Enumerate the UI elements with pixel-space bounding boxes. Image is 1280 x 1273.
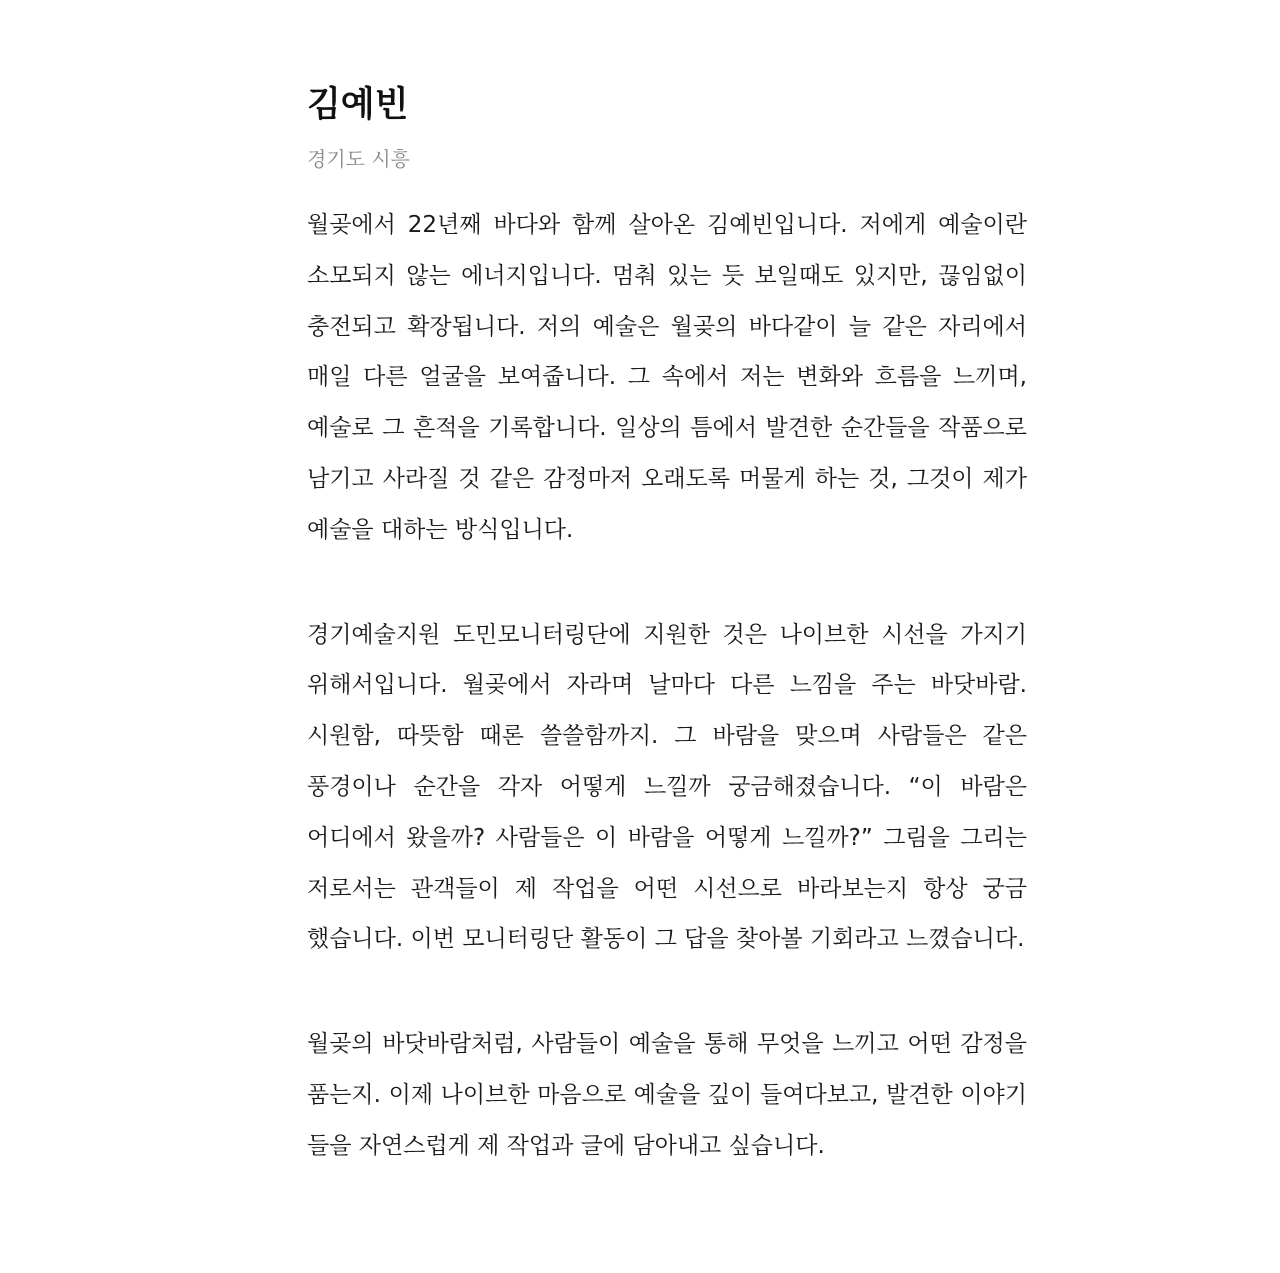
paragraph-line: 위해서입니다. 월곶에서 자라며 날마다 다른 느낌을 주는 바닷바람. bbox=[307, 672, 1027, 699]
paragraph-line: 소모되지 않는 에너지입니다. 멈춰 있는 듯 보일때도 있지만, 끊임없이 bbox=[307, 262, 1027, 289]
paragraph bbox=[307, 200, 1027, 556]
paragraph-line: 월곶의 바닷바람처럼, 사람들이 예술을 통해 무엇을 느끼고 어떤 감정을 bbox=[307, 1031, 1027, 1058]
paragraph-line: 남기고 사라질 것 같은 감정마저 오래도록 머물게 하는 것, 그것이 제가 bbox=[307, 465, 1027, 492]
paragraph-line: 시원함, 따뜻함 때론 쓸쓸함까지. 그 바람을 맞으며 사람들은 같은 bbox=[307, 723, 1027, 750]
paragraph-line: 매일 다른 얼굴을 보여줍니다. 그 속에서 저는 변화와 흐름을 느끼며, bbox=[307, 364, 1027, 391]
paragraph-line: 했습니다. 이번 모니터링단 활동이 그 답을 찾아볼 기회라고 느꼈습니다. bbox=[307, 926, 1025, 953]
paragraph-line: 풍경이나 순간을 각자 어떻게 느낄까 궁금해졌습니다. “이 바람은 bbox=[307, 773, 1027, 800]
paragraph-line: 품는지. 이제 나이브한 마음으로 예술을 깊이 들여다보고, 발견한 이야기 bbox=[307, 1081, 1027, 1108]
article-body bbox=[307, 200, 1027, 1172]
paragraph-line: 월곶에서 22년째 바다와 함께 살아온 김예빈입니다. 저에게 예술이란 bbox=[307, 212, 1027, 238]
author-name: 김예빈 bbox=[307, 84, 409, 125]
article bbox=[307, 80, 1027, 1172]
paragraph-line: 저로서는 관객들이 제 작업을 어떤 시선으로 바라보는지 항상 궁금 bbox=[307, 875, 1027, 902]
paragraph-line: 경기예술지원 도민모니터링단에 지원한 것은 나이브한 시선을 가지기 bbox=[307, 621, 1027, 648]
paragraph-line: 들을 자연스럽게 제 작업과 글에 담아내고 싶습니다. bbox=[307, 1132, 825, 1159]
paragraph bbox=[307, 1019, 1027, 1171]
paragraph-line: 예술을 대하는 방식입니다. bbox=[307, 516, 574, 543]
paragraph bbox=[307, 610, 1027, 966]
paragraph-line: 어디에서 왔을까? 사람들은 이 바람을 어떻게 느낄까?” 그림을 그리는 bbox=[307, 824, 1027, 851]
author-location: 경기도 시흥 bbox=[307, 147, 410, 171]
paragraph-line: 예술로 그 흔적을 기록합니다. 일상의 틈에서 발견한 순간들을 작품으로 bbox=[307, 415, 1027, 442]
paragraph-line: 충전되고 확장됩니다. 저의 예술은 월곶의 바다같이 늘 같은 자리에서 bbox=[307, 313, 1027, 340]
